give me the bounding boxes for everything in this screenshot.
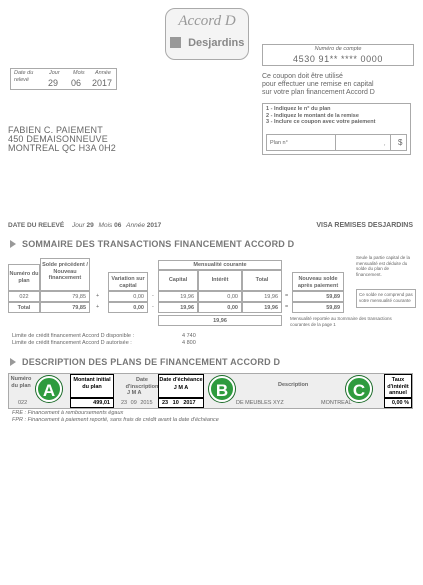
plan-field-label: Plan n° bbox=[270, 140, 288, 146]
plans-header-description: Description bbox=[278, 382, 309, 388]
header-plan: Numéro du plan bbox=[8, 264, 40, 291]
row2-total: 19,96 bbox=[242, 302, 282, 313]
row2-capital: 19,96 bbox=[158, 302, 198, 313]
account-number-box bbox=[262, 44, 414, 66]
address-block: FABIEN C. PAIEMENT 450 DEMAISONNEUVE MONTREAL QC H3A 0H2 bbox=[8, 125, 116, 153]
header-var: Variation sur capital bbox=[108, 272, 148, 291]
balance-note: Ce solde ne comprend pas votre mensualité courante bbox=[356, 289, 416, 308]
logo-bank: Desjardins bbox=[188, 37, 245, 49]
header-capital: Capital bbox=[158, 270, 198, 291]
statement-month: 06 bbox=[71, 78, 82, 88]
summary-table: Numéro du plan Solde précédent / Nouveau financement Variation sur capital Mensualité courante Capital Intérêt Total Nouveau solde après paiement 022 79,85 + 0,00 - 19,96 0,00 19,96 = 59,89 Total 79,85 + 0,00 - 19,96 0,00 19,96 = 59,89 19,96 bbox=[8, 258, 353, 338]
desjardins-icon bbox=[170, 37, 181, 48]
plans-row-due-date: 23 10 2017 bbox=[158, 398, 204, 408]
plans-header-sub-date: Date d'inscription bbox=[125, 377, 159, 390]
plans-header-due-date: Date d'échéance J M A bbox=[158, 374, 204, 398]
account-label: Numéro de compte bbox=[314, 46, 362, 52]
summary-side-note: Seule la partie capital de la mensualité est déduite du solde du plan de financement. bbox=[356, 255, 411, 277]
header-new-balance: Nouveau solde après paiement bbox=[292, 272, 344, 291]
plan-field[interactable]: Plan n° , $ bbox=[266, 134, 407, 151]
plans-table: Numéro du plan 022 Montant initial du plan 499,01 Date d'inscription J M A 23 09 2015 Date d'échéance J M A 23 10 2017 Description DE MEUBLES XYZ MONTREAL Taux d'intérêt annuel 0,00 % bbox=[8, 373, 413, 409]
plans-row-rate: 0,00 % bbox=[384, 398, 412, 408]
row2-new: 59,89 bbox=[292, 302, 344, 313]
header-interest: Intérêt bbox=[198, 270, 242, 291]
accord-d-logo bbox=[165, 8, 249, 60]
statement-year: 2017 bbox=[92, 78, 113, 88]
monthly-total: 19,96 bbox=[158, 315, 282, 326]
plans-header-plan: Numéro du plan bbox=[10, 376, 32, 389]
callout-b: B bbox=[209, 376, 235, 402]
row1-plan: 022 bbox=[8, 291, 40, 302]
row2-var: 0,00 bbox=[108, 302, 148, 313]
credit-limits: Limite de crédit financement Accord D disponible : 4 740 Limite de crédit financement Accord D autorisée : 4 800 bbox=[12, 333, 196, 346]
instructions-box: 1 - Indiquez le n° du plan 2 - Indiquez le montant de la remise 3 - Inclure ce coupon avec votre paiement Plan n° , $ bbox=[262, 103, 411, 155]
callout-a: A bbox=[36, 376, 62, 402]
row2-prev: 79,85 bbox=[40, 302, 90, 313]
header-prev: Solde précédent / Nouveau financement bbox=[40, 258, 90, 291]
plans-legend: FRE : Financement à remboursements égaux FPR : Financement à paiement reporté, sans frais de crédit avant la date d'échéance bbox=[12, 410, 219, 423]
row1-var: 0,00 bbox=[108, 291, 148, 302]
plans-header-rate: Taux d'intérêt annuel bbox=[384, 374, 412, 398]
row1-interest: 0,00 bbox=[198, 291, 242, 302]
plans-title: DESCRIPTION DES PLANS DE FINANCEMENT ACCORD D bbox=[10, 357, 280, 367]
monthly-note: Mensualité reportée au Sommaire des transactions courantes de la page 1 bbox=[290, 316, 392, 327]
row1-capital: 19,96 bbox=[158, 291, 198, 302]
row1-total: 19,96 bbox=[242, 291, 282, 302]
row1-new: 59,89 bbox=[292, 291, 344, 302]
plans-row-description: DE MEUBLES XYZ bbox=[236, 400, 284, 406]
section-arrow-icon bbox=[10, 358, 16, 366]
callout-c: C bbox=[346, 376, 372, 402]
statement-date-box: Date du relevé Jour Mois Année 29 06 2017 bbox=[10, 68, 117, 90]
logo-brand: Accord D bbox=[178, 13, 236, 29]
plans-row-city: MONTREAL bbox=[321, 400, 352, 406]
summary-title: SOMMAIRE DES TRANSACTIONS FINANCEMENT ACCORD D bbox=[10, 239, 294, 249]
plans-row-plan: 022 bbox=[18, 400, 28, 406]
section-arrow-icon bbox=[10, 240, 16, 248]
coupon-text: Ce coupon doit être utilisé pour effectuer une remise en capital sur votre plan financement Accord D bbox=[262, 73, 375, 96]
row2-interest: 0,00 bbox=[198, 302, 242, 313]
account-number: 4530 91** **** 0000 bbox=[293, 53, 383, 64]
header-monthly: Mensualité courante bbox=[158, 260, 282, 270]
statement-date-line: DATE DU RELEVÉ Jour 29 Mois 06 Année 2017 VISA REMISES DESJARDINS bbox=[8, 222, 413, 229]
row1-prev: 79,85 bbox=[40, 291, 90, 302]
header-total: Total bbox=[242, 270, 282, 291]
plans-row-amount: 499,01 bbox=[70, 398, 114, 408]
row2-plan: Total bbox=[8, 302, 40, 313]
statement-day: 29 bbox=[48, 78, 59, 88]
plans-header-amount: Montant initial du plan bbox=[70, 374, 114, 398]
card-product: VISA REMISES DESJARDINS bbox=[316, 222, 413, 229]
